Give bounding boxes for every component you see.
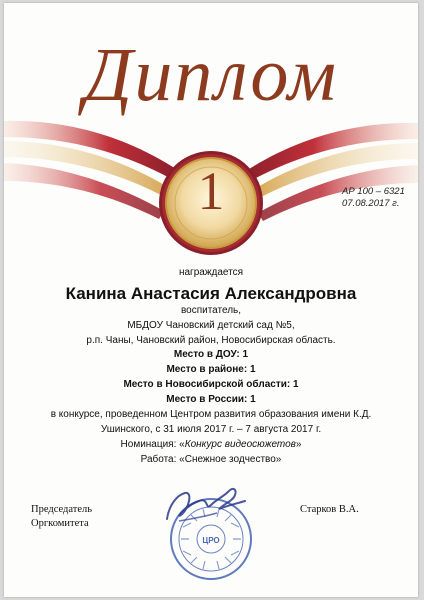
recipient-organization: МБДОУ Чановский детский сад №5, — [127, 320, 295, 331]
contest-text-line2: Ушинского, с 31 июля 2017 г. – 7 августа 2017 г. — [100, 424, 322, 435]
place-number: 1 — [197, 161, 225, 221]
handwritten-signature — [159, 475, 249, 535]
nomination — [4, 439, 418, 450]
diploma-page — [4, 3, 418, 597]
place-russia: Место в России: 1 — [166, 394, 256, 405]
nomination-value: Конкурс видеосюжетов — [184, 439, 296, 450]
signatory-role — [31, 503, 92, 531]
place-dou: Место в ДОУ: 1 — [173, 349, 249, 360]
role-line1: Председатель — [31, 504, 93, 515]
recipient-address: р.п. Чаны, Чановский район, Новосибирская область. — [86, 335, 336, 346]
diploma-title: Диплом — [83, 33, 339, 117]
role-line2: Оргкомитета — [31, 518, 89, 529]
place-district: Место в районе: 1 — [166, 364, 256, 375]
nomination-end: » — [295, 439, 302, 450]
recipient-position: воспитатель, — [180, 305, 242, 316]
reg-number: АР 100 – 6321 — [342, 186, 405, 197]
awarded-label: награждается — [178, 267, 244, 278]
contest-text-line1: в конкурсе, проведенном Центром развития образования имени К.Д. — [50, 409, 372, 420]
recipient-name: Канина Анастасия Александровна — [65, 284, 357, 303]
nomination-label: Номинация: « — [120, 439, 185, 450]
stamp-center-text: ЦРО — [202, 536, 220, 545]
signatory-name: Старков В.А. — [300, 504, 359, 515]
registration-number — [342, 186, 405, 210]
work-title: Работа: «Снежное зодчество» — [140, 454, 282, 465]
reg-date: 07.08.2017 г. — [342, 198, 400, 209]
place-region: Место в Новосибирской области: 1 — [123, 379, 299, 390]
